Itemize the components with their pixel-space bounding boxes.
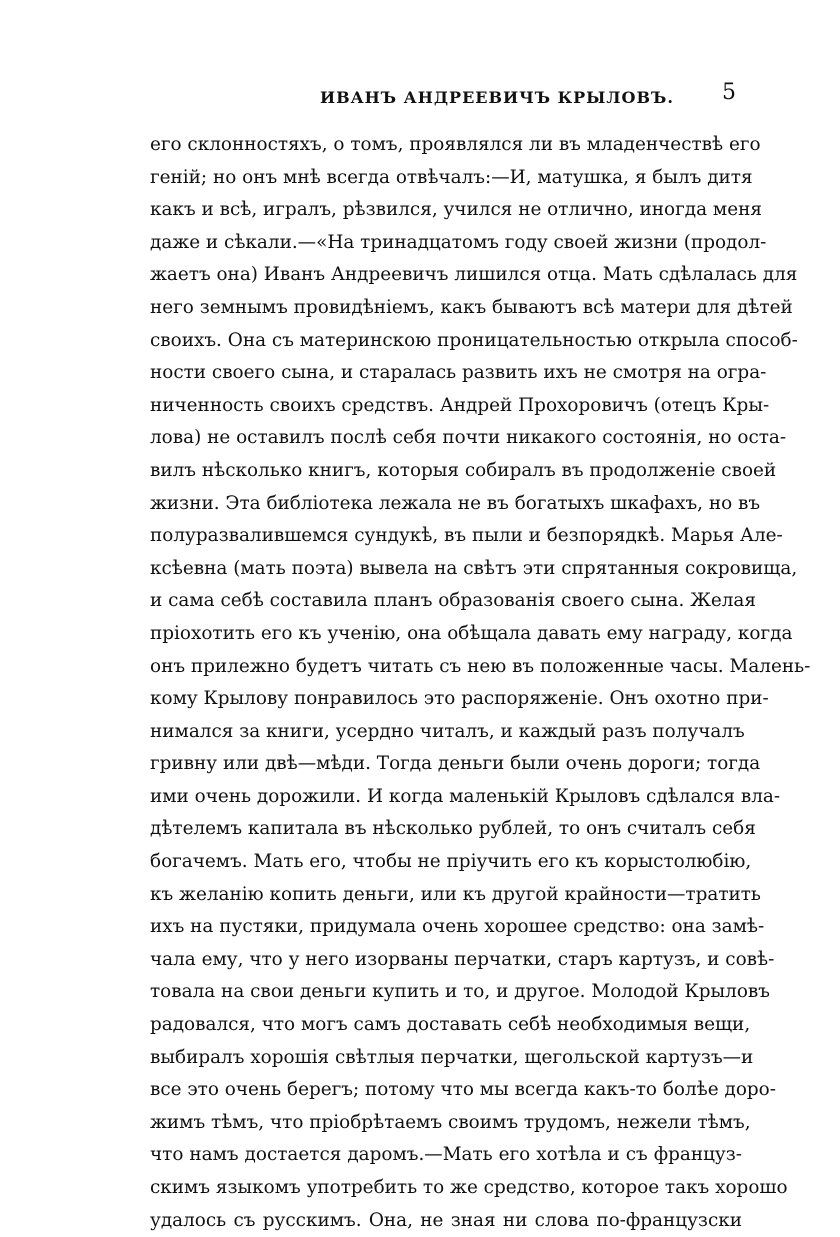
text-line: ности своего сына, и старалась развить ихъ не смотря на огра-	[150, 362, 767, 384]
text-line: богачемъ. Мать его, чтобы не пріучить его къ корыстолюбію,	[150, 851, 752, 873]
text-line: къ желанію копить деньги, или къ другой крайности—тратить	[150, 883, 761, 905]
text-line: радовался, что могъ самъ доставать себѣ необходимыя вещи,	[150, 1014, 751, 1036]
text-line: жаетъ она) Иванъ Андреевичъ лишился отца. Мать сдѣлалась для	[150, 264, 798, 286]
text-line: дѣтелемъ капитала въ нѣсколько рублей, то онъ считалъ себя	[150, 818, 756, 840]
text-line: вилъ нѣсколько книгъ, которыя собиралъ въ продолженіе своей	[150, 459, 777, 481]
page-header	[150, 80, 750, 114]
text-line: кому Крылову понравилось это распоряженіе. Онъ охотно при-	[150, 688, 769, 710]
text-line: все это очень берегъ; потому что мы всегда какъ-то болѣе доро-	[150, 1079, 776, 1101]
text-line: жимъ тѣмъ, что пріобрѣтаемъ своимъ трудомъ, нежели тѣмъ,	[150, 1111, 751, 1133]
text-line: лова) не оставилъ послѣ себя почти никакого состоянія, но оста-	[150, 427, 787, 449]
text-line: чала ему, что у него изорваны перчатки, старъ картузъ, и совѣ-	[150, 948, 775, 970]
running-title: ИВАНЪ АНДРЕЕВИЧЪ КРЫЛОВЪ.	[320, 88, 674, 107]
text-line: товала на свои деньги купить и то, и другое. Молодой Крыловъ	[150, 981, 770, 1003]
text-line: скимъ языкомъ употребить то же средство, которое такъ хорошо	[150, 1177, 788, 1198]
body-text	[150, 129, 811, 1237]
text-line: геній; но онъ мнѣ всегда отвѣчалъ:—И, матушка, я былъ дитя	[150, 166, 753, 188]
text-line: онъ прилежно будетъ читать съ нею въ положенные часы. Малень-	[150, 655, 811, 677]
text-line: ихъ на пустяки, придумала очень хорошее средство: она замѣ-	[150, 916, 765, 938]
text-line: нимался за книги, усердно читалъ, и каждый разъ получалъ	[150, 720, 745, 742]
text-line: даже и сѣкали.—«На тринадцатомъ году своей жизни (продол-	[150, 231, 767, 253]
text-line: и сама себѣ составила планъ образованія своего сына. Желая	[150, 590, 756, 612]
text-line: него земнымъ провидѣніемъ, какъ бываютъ всѣ матери для дѣтей	[150, 296, 793, 318]
text-line: ксѣевна (мать поэта) вывела на свѣтъ эти спрятанныя сокровища,	[150, 557, 798, 579]
text-line: ими очень дорожили. И когда маленькій Крыловъ сдѣлался вла-	[150, 785, 781, 807]
text-line: удалось съ русскимъ. Она, не зная ни слова по-французски	[150, 1209, 742, 1231]
text-line: какъ и всѣ, игралъ, рѣзвился, учился не отлично, иногда меня	[150, 199, 762, 221]
text-line: своихъ. Она съ материнскою проницательностью открыла способ-	[150, 329, 798, 351]
text-line: полуразвалившемся сундукѣ, въ пыли и безпорядкѣ. Марья Але-	[150, 525, 783, 547]
text-line: пріохотить его къ ученію, она обѣщала давать ему награду, когда	[150, 622, 793, 644]
text-line: выбиралъ хорошія свѣтлыя перчатки, щегольской картузъ—и	[150, 1046, 754, 1068]
page-number: 5	[722, 80, 736, 105]
text-line: гривну или двѣ—мѣди. Тогда деньги были очень дороги; тогда	[150, 753, 761, 775]
text-line: что намъ достается даромъ.—Мать его хотѣла и съ француз-	[150, 1144, 742, 1166]
text-line: ниченность своихъ средствъ. Андрей Прохоровичъ (отецъ Кры-	[150, 394, 770, 416]
text-line: его склонностяхъ, о томъ, проявлялся ли въ младенчествѣ его	[150, 134, 761, 155]
text-line: жизни. Эта библіотека лежала не въ богатыхъ шкафахъ, но въ	[150, 492, 761, 514]
